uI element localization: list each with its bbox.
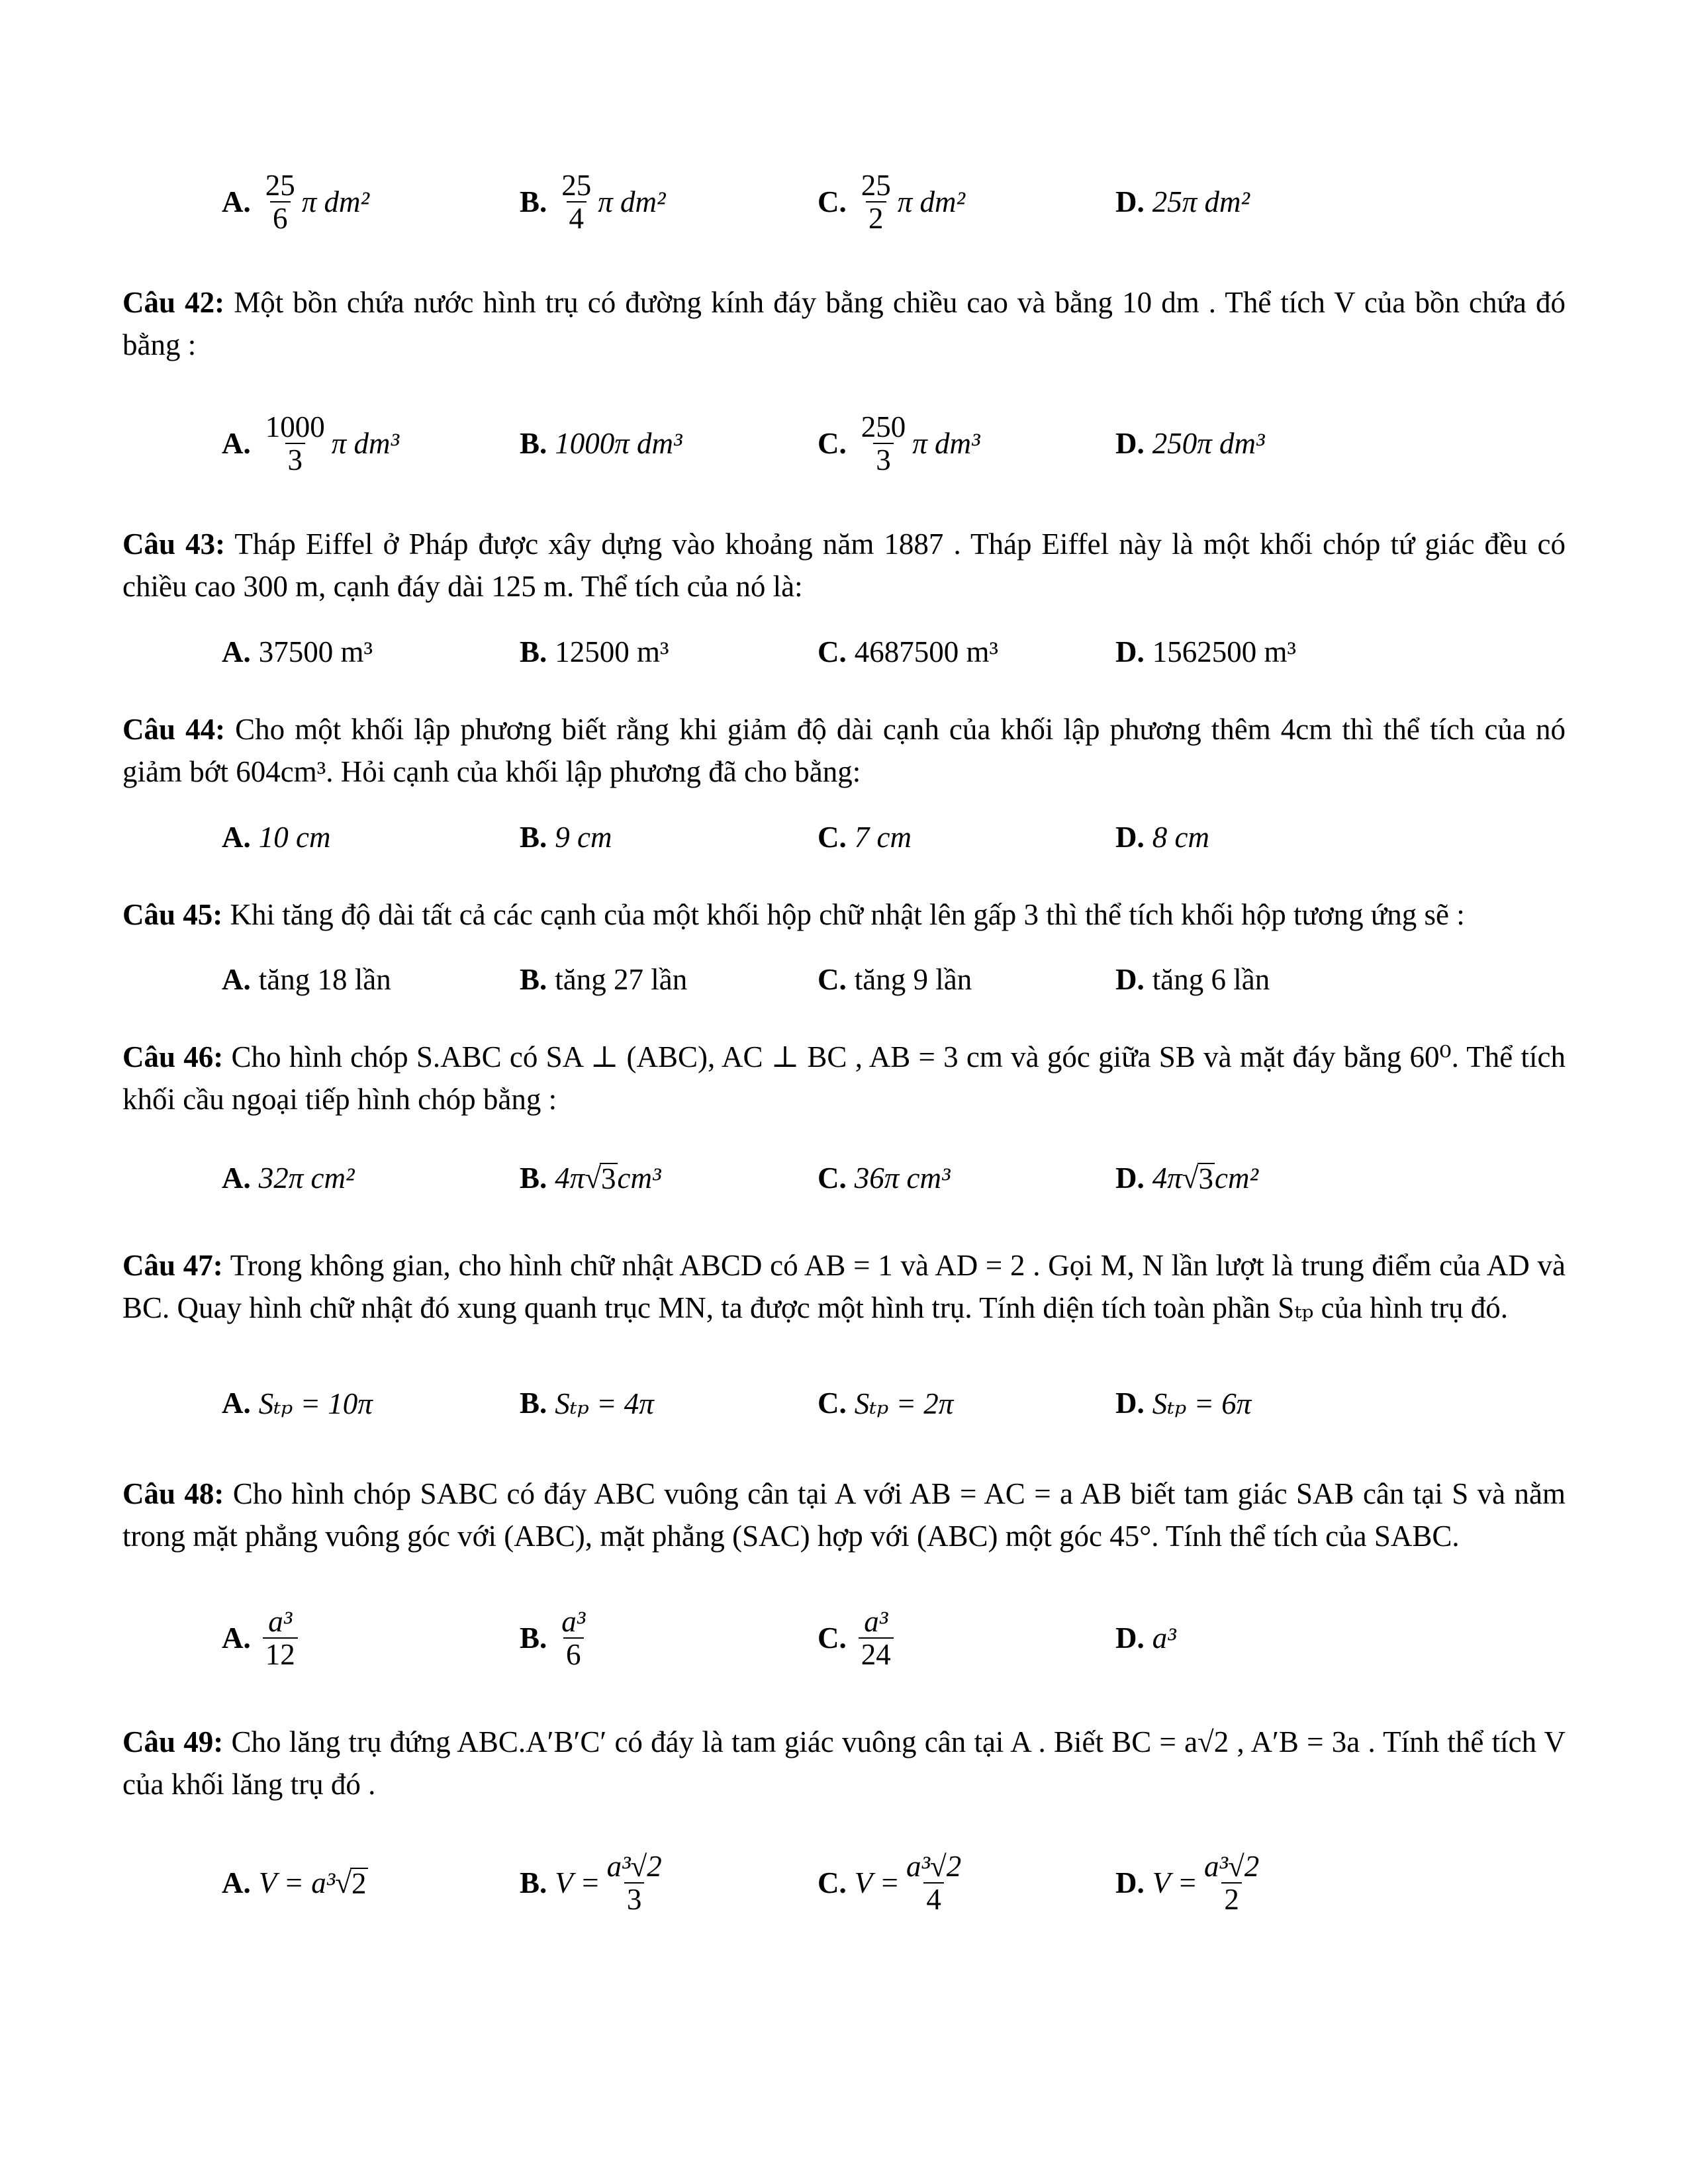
option-letter: C. bbox=[818, 1161, 847, 1195]
q49-option-d[interactable]: D. V = $\frac{\text{a³√2}}{2}$ bbox=[1115, 1837, 1266, 1929]
option-letter: D. bbox=[1115, 1621, 1145, 1655]
q49-option-a[interactable]: A. V = a³ √ 2 bbox=[222, 1866, 367, 1900]
option-letter: D. bbox=[1115, 1387, 1145, 1420]
option-text: Sₜₚ = 2π bbox=[854, 1387, 954, 1420]
fraction: $\frac{25}{6}$ bbox=[265, 169, 295, 235]
option-letter: C. bbox=[818, 1621, 847, 1655]
q41-options bbox=[222, 156, 1612, 248]
q44-option-d[interactable] bbox=[1115, 814, 1209, 860]
option-letter: A. bbox=[222, 1621, 251, 1655]
q46-option-d[interactable]: D. 4π √ 3 cm² bbox=[1115, 1161, 1258, 1195]
option-text: π dm³ bbox=[912, 427, 980, 460]
option-text: 37500 m³ bbox=[258, 635, 373, 668]
question-label: Câu 43: bbox=[122, 527, 226, 561]
sqrt-icon: √ bbox=[335, 1866, 352, 1899]
sqrt-icon: √ bbox=[585, 1161, 602, 1195]
q48-option-a[interactable] bbox=[222, 1592, 302, 1684]
option-letter: B. bbox=[520, 1621, 547, 1655]
option-letter: A. bbox=[222, 1387, 251, 1420]
q43-option-b[interactable] bbox=[520, 629, 669, 675]
q46-option-c[interactable] bbox=[818, 1155, 951, 1201]
question-47 bbox=[122, 1244, 1566, 1329]
q42-option-c[interactable] bbox=[818, 397, 980, 490]
option-letter: A. bbox=[222, 963, 251, 996]
option-text: 4687500 m³ bbox=[854, 635, 998, 668]
question-label: Câu 42: bbox=[122, 286, 225, 319]
option-letter: B. bbox=[520, 635, 547, 668]
option-letter: C. bbox=[818, 1387, 847, 1420]
option-text: 8 cm bbox=[1152, 821, 1209, 854]
q49-option-b[interactable]: B. V = $\frac{\text{a³√2}}{3}$ bbox=[520, 1837, 669, 1929]
option-text: 36π cm³ bbox=[854, 1161, 951, 1195]
option-letter: C. bbox=[818, 185, 847, 218]
q42-option-a[interactable] bbox=[222, 397, 399, 490]
fraction: $\frac{\text{a³}}{12}$ bbox=[263, 1606, 298, 1670]
question-label: Câu 45: bbox=[122, 898, 223, 931]
option-text: tăng 27 lần bbox=[555, 963, 688, 996]
fraction: $\frac{\text{a³√2}}{3}$ bbox=[606, 1850, 662, 1916]
question-46 bbox=[122, 1036, 1566, 1120]
option-text: π dm² bbox=[897, 185, 966, 218]
q45-option-b[interactable] bbox=[520, 956, 687, 1003]
option-letter: A. bbox=[222, 427, 251, 460]
option-letter: B. bbox=[520, 963, 547, 996]
q44-options bbox=[222, 814, 1612, 860]
option-letter: D. bbox=[1115, 963, 1145, 996]
option-text: tăng 9 lần bbox=[854, 963, 972, 996]
q44-option-b[interactable] bbox=[520, 814, 612, 860]
option-text: Sₜₚ = 6π bbox=[1152, 1387, 1252, 1420]
fraction: $\frac{25}{2}$ bbox=[861, 169, 891, 235]
q42-option-b[interactable] bbox=[520, 397, 682, 490]
option-letter: B. bbox=[520, 1866, 547, 1899]
question-label: Câu 47: bbox=[122, 1249, 223, 1282]
q47-options bbox=[222, 1380, 1612, 1426]
option-letter: A. bbox=[222, 1866, 251, 1899]
option-text: tăng 18 lần bbox=[258, 963, 391, 996]
option-letter: B. bbox=[520, 427, 547, 460]
option-text: 1562500 m³ bbox=[1152, 635, 1296, 668]
option-text: Sₜₚ = 4π bbox=[555, 1387, 654, 1420]
option-text: 10 cm bbox=[258, 821, 331, 854]
q43-option-d[interactable] bbox=[1115, 629, 1296, 675]
option-letter: A. bbox=[222, 185, 251, 218]
q45-options bbox=[222, 956, 1612, 1003]
option-letter: C. bbox=[818, 635, 847, 668]
question-48 bbox=[122, 1473, 1566, 1557]
question-text: Trong không gian, cho hình chữ nhật ABCD có AB = 1 và AD = 2 . Gọi M, N lần lượt là trung điểm của AD và BC. Quay hình chữ nhật đó xung quanh trục MN, ta được một hình trụ. Tính diện tích toàn phần Sₜₚ của hình trụ đó. bbox=[122, 1249, 1566, 1324]
sqrt-icon: √ bbox=[1182, 1161, 1199, 1195]
fraction: $\frac{\text{a³√2}}{4}$ bbox=[906, 1850, 962, 1916]
fraction: $\frac{\text{a³}}{6}$ bbox=[561, 1605, 586, 1671]
option-text: π dm² bbox=[598, 185, 666, 218]
option-letter: D. bbox=[1115, 821, 1145, 854]
q41-option-b[interactable] bbox=[520, 156, 666, 248]
option-letter: B. bbox=[520, 185, 547, 218]
fraction: $\frac{\text{a³√2}}{2}$ bbox=[1204, 1850, 1260, 1916]
question-label: Câu 49: bbox=[122, 1725, 224, 1758]
question-text: Cho hình chóp S.ABC có SA ⊥ (ABC), AC ⊥ BC , AB = 3 cm và góc giữa SB và mặt đáy bằng 60⁰. Thể tích khối cầu ngoại tiếp hình chóp bằng : bbox=[122, 1040, 1566, 1116]
option-text: 7 cm bbox=[854, 821, 912, 854]
question-49 bbox=[122, 1721, 1566, 1805]
option-text: 9 cm bbox=[555, 821, 612, 854]
question-43 bbox=[122, 523, 1566, 608]
q47-option-d[interactable] bbox=[1115, 1380, 1251, 1426]
option-letter: B. bbox=[520, 1161, 547, 1195]
option-letter: D. bbox=[1115, 427, 1145, 460]
question-42 bbox=[122, 281, 1566, 366]
q44-option-c[interactable] bbox=[818, 814, 912, 860]
q49-option-c[interactable]: C. V = $\frac{\text{a³√2}}{4}$ bbox=[818, 1837, 968, 1929]
question-label: Câu 44: bbox=[122, 713, 226, 746]
question-text: Cho hình chóp SABC có đáy ABC vuông cân tại A với AB = AC = a AB biết tam giác SAB cân tại S và nằm trong mặt phẳng vuông góc với (ABC), mặt phẳng (SAC) hợp với (ABC) một góc 45°. Tính thể tích của SABC. bbox=[122, 1477, 1566, 1553]
fraction: $\frac{250}{3}$ bbox=[861, 410, 906, 477]
q41-option-d[interactable] bbox=[1115, 156, 1250, 248]
question-45 bbox=[122, 893, 1566, 936]
option-text: 12500 m³ bbox=[555, 635, 669, 668]
option-letter: A. bbox=[222, 821, 251, 854]
q46-option-b[interactable]: B. 4π √ 3 cm³ bbox=[520, 1161, 661, 1195]
q48-options bbox=[222, 1592, 1612, 1684]
question-text: Khi tăng độ dài tất cả các cạnh của một khối hộp chữ nhật lên gấp 3 thì thể tích khối hộp tương ứng sẽ : bbox=[222, 898, 1465, 931]
q48-option-b[interactable] bbox=[520, 1592, 592, 1684]
option-letter: D. bbox=[1115, 185, 1145, 218]
q45-option-d[interactable] bbox=[1115, 956, 1270, 1003]
fraction: $\frac{\text{a³}}{24}$ bbox=[859, 1606, 894, 1670]
option-text: 25π dm² bbox=[1152, 185, 1250, 218]
option-letter: B. bbox=[520, 821, 547, 854]
q48-option-c[interactable] bbox=[818, 1592, 898, 1684]
q46-options bbox=[222, 1155, 1612, 1201]
question-text: Tháp Eiffel ở Pháp được xây dựng vào khoảng năm 1887 . Tháp Eiffel này là một khối chóp tứ giác đều có chiều cao 300 m, cạnh đáy dài 125 m. Thể tích của nó là: bbox=[122, 527, 1566, 603]
option-text: 1000π dm³ bbox=[555, 427, 682, 460]
q43-option-c[interactable] bbox=[818, 629, 998, 675]
question-text: Cho một khối lập phương biết rằng khi giảm độ dài cạnh của khối lập phương thêm 4cm thì thể tích của nó giảm bớt 604cm³. Hỏi cạnh của khối lập phương đã cho bằng: bbox=[122, 713, 1566, 788]
q47-option-a[interactable] bbox=[222, 1380, 373, 1426]
fraction: $\frac{25}{4}$ bbox=[561, 169, 592, 235]
option-letter: C. bbox=[818, 821, 847, 854]
q48-option-d[interactable] bbox=[1115, 1592, 1176, 1684]
option-text: Sₜₚ = 10π bbox=[258, 1387, 373, 1420]
q41-option-a[interactable] bbox=[222, 156, 369, 248]
option-letter: D. bbox=[1115, 1866, 1145, 1899]
option-text: π dm² bbox=[301, 185, 370, 218]
option-text: 32π cm² bbox=[258, 1161, 355, 1195]
option-letter: D. bbox=[1115, 1161, 1145, 1195]
option-text: π dm³ bbox=[331, 427, 400, 460]
option-letter: A. bbox=[222, 635, 251, 668]
fraction: $\frac{1000}{3}$ bbox=[265, 410, 325, 477]
q47-option-b[interactable] bbox=[520, 1380, 654, 1426]
question-text: Cho lăng trụ đứng ABC.A′B′C′ có đáy là tam giác vuông cân tại A . Biết BC = a√2 , A′B = 3a . Tính thể tích V của khối lăng trụ đó . bbox=[122, 1725, 1566, 1801]
q46-option-a[interactable] bbox=[222, 1155, 355, 1201]
option-text: tăng 6 lần bbox=[1152, 963, 1270, 996]
q45-option-a[interactable] bbox=[222, 956, 391, 1003]
option-letter: B. bbox=[520, 1387, 547, 1420]
q49-options bbox=[222, 1837, 1612, 1929]
question-label: Câu 48: bbox=[122, 1477, 224, 1510]
q42-option-d[interactable] bbox=[1115, 397, 1265, 490]
question-44 bbox=[122, 708, 1566, 793]
q47-option-c[interactable] bbox=[818, 1380, 953, 1426]
q42-options bbox=[222, 397, 1612, 490]
q45-option-c[interactable] bbox=[818, 956, 972, 1003]
option-letter: C. bbox=[818, 1866, 847, 1899]
option-letter: A. bbox=[222, 1161, 251, 1195]
q43-option-a[interactable] bbox=[222, 629, 373, 675]
q43-options bbox=[222, 629, 1612, 675]
question-label: Câu 46: bbox=[122, 1040, 224, 1073]
question-text: Một bồn chứa nước hình trụ có đường kính đáy bằng chiều cao và bằng 10 dm . Thể tích V của bồn chứa đó bằng : bbox=[122, 286, 1566, 361]
option-letter: C. bbox=[818, 427, 847, 460]
option-letter: C. bbox=[818, 963, 847, 996]
option-text: 250π dm³ bbox=[1152, 427, 1265, 460]
option-letter: D. bbox=[1115, 635, 1145, 668]
q44-option-a[interactable] bbox=[222, 814, 330, 860]
q41-option-c[interactable] bbox=[818, 156, 965, 248]
option-text: a³ bbox=[1152, 1621, 1176, 1655]
